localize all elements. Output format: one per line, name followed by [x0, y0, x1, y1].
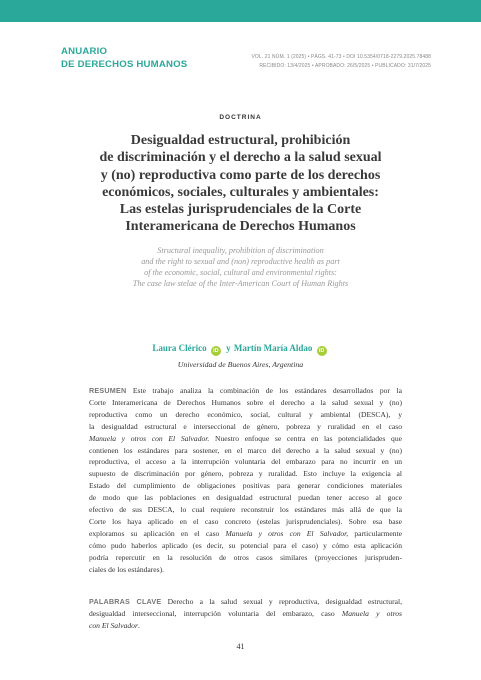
abstract-line: podría repercutir en la resolución de otros casos similares (proyecciones jurispruden- [89, 552, 402, 562]
subtitle-line: of the economic, social, cultural and environmental rights: [144, 268, 337, 277]
keywords-line [89, 596, 402, 608]
abstract-line [89, 385, 402, 397]
title-line: económicos, sociales, culturales y ambientales: [102, 184, 379, 200]
subtitle-line: and the right to sexual and (non) reproductive health as part [141, 257, 340, 266]
keywords-text: desigualdad interseccional, interrupción voluntaria del embarazo, caso [89, 608, 335, 618]
case-name: Manuela y otros [341, 608, 403, 618]
title-line: Desigualdad estructural, prohibición [130, 133, 351, 148]
abstract-line: de modo que las poblaciones en desigualdad estructural puedan tener acceso al goce [89, 493, 402, 503]
keywords-label: PALABRAS CLAVE [89, 597, 162, 606]
author-name[interactable]: Laura Clérico [152, 343, 207, 353]
abstract [89, 385, 402, 576]
title-line: Interamericana de Derechos Humanos [125, 219, 356, 235]
journal-name-line2: DE DERECHOS HUMANOS [61, 59, 188, 70]
author-name[interactable]: Martín María Aldao [233, 343, 313, 353]
publication-meta [211, 53, 431, 71]
section-label: DOCTRINA [219, 114, 262, 121]
meta-volume-line: VOL. 21 NÚM. 1 (2025) • PÁGS. 41-73 • DOI 10.5354/0718-2279.2025.78488 [251, 54, 431, 60]
journal-name [61, 45, 187, 71]
abstract-text: Nuestro enfoque se centra en las potencialidades que [209, 433, 402, 443]
abstract-line: supuesto de discriminación por género, pobreza y ruralidad. Esto incluye la exigencia al [89, 469, 402, 479]
abstract-line: reproductiva como un derecho económico, social, cultural y ambiental (DESCA), y [89, 409, 402, 419]
authors [0, 343, 481, 356]
abstract-text: Este trabajo analiza la combinación de los estándares desarrollados por la [132, 386, 402, 395]
title-line: de discriminación y el derecho a la salud sexual [99, 150, 382, 166]
abstract-line: cómo pudo haberlos aplicado (es decir, su potencial para el caso) y cómo esta aplicación [89, 540, 402, 550]
author-affiliation: Universidad de Buenos Aires, Argentina [177, 360, 304, 369]
keywords [89, 596, 402, 632]
subtitle-line: Structural inequality, prohibition of discrimination [157, 246, 324, 255]
article-title [75, 132, 406, 236]
orcid-icon[interactable]: iD [317, 346, 327, 356]
keywords-text: Derecho a la salud sexual y reproductiva, desigualdad estructural, [167, 597, 402, 606]
abstract-line: la desigualdad estructural e interseccional de género, pobreza y ruralidad en el caso [89, 421, 402, 431]
case-name: Manuela y otros con El Salvador, [225, 528, 349, 538]
keywords-line [89, 620, 402, 632]
subtitle-line: The case law stelae of the Inter-American Court of Human Rights [132, 279, 349, 288]
title-line: y (no) reproductiva como parte de los derechos [100, 167, 381, 183]
case-name: Manuela y otros con El Salvador. [89, 433, 210, 443]
journal-name-line1: ANUARIO [61, 46, 108, 57]
abstract-line: Corte los haya aplicado en el caso concreto (estelas jurisprudenciales). Sobre esa base [89, 516, 402, 526]
case-name: con El Salvador [89, 620, 138, 630]
abstract-text: exploramos su aplicación en el caso [89, 528, 226, 538]
english-title [60, 245, 421, 289]
abstract-line: Estado del cumplimiento de obligaciones positivas para generar condiciones materiales [89, 481, 402, 491]
author-conjunction: y [226, 343, 231, 353]
header-accent-bar [0, 0, 481, 22]
meta-dates-line: RECIBIDO: 13/4/2025 • APROBADO: 26/5/2025 • PUBLICADO: 31/7/2025 [259, 63, 431, 69]
abstract-line [89, 528, 402, 540]
abstract-line: contienen los estándares para sostener, en el marco del derecho a la salud sexual y (no) [89, 445, 402, 455]
abstract-line: efectivo de sus DESCA, lo cual requiere reconstruir los estándares más allá de que la [89, 505, 402, 515]
abstract-line: ciales de los estándares). [89, 564, 165, 574]
keywords-line [89, 608, 402, 620]
abstract-line: Corte Interamericana de Derechos Humanos sobre el derecho a la salud sexual y (no) [89, 397, 402, 407]
title-line: Las estelas jurisprudenciales de la Corte [119, 202, 362, 218]
abstract-line: reproductiva, el acceso a la interrupción voluntaria del embarazo para no incurrir en un [89, 457, 402, 467]
keywords-text: . [137, 620, 140, 630]
orcid-icon[interactable]: iD [211, 346, 221, 356]
abstract-line [89, 433, 402, 445]
page-number: 41 [236, 642, 245, 651]
abstract-text: particularmente [348, 528, 402, 538]
abstract-label: RESUMEN [89, 386, 127, 395]
